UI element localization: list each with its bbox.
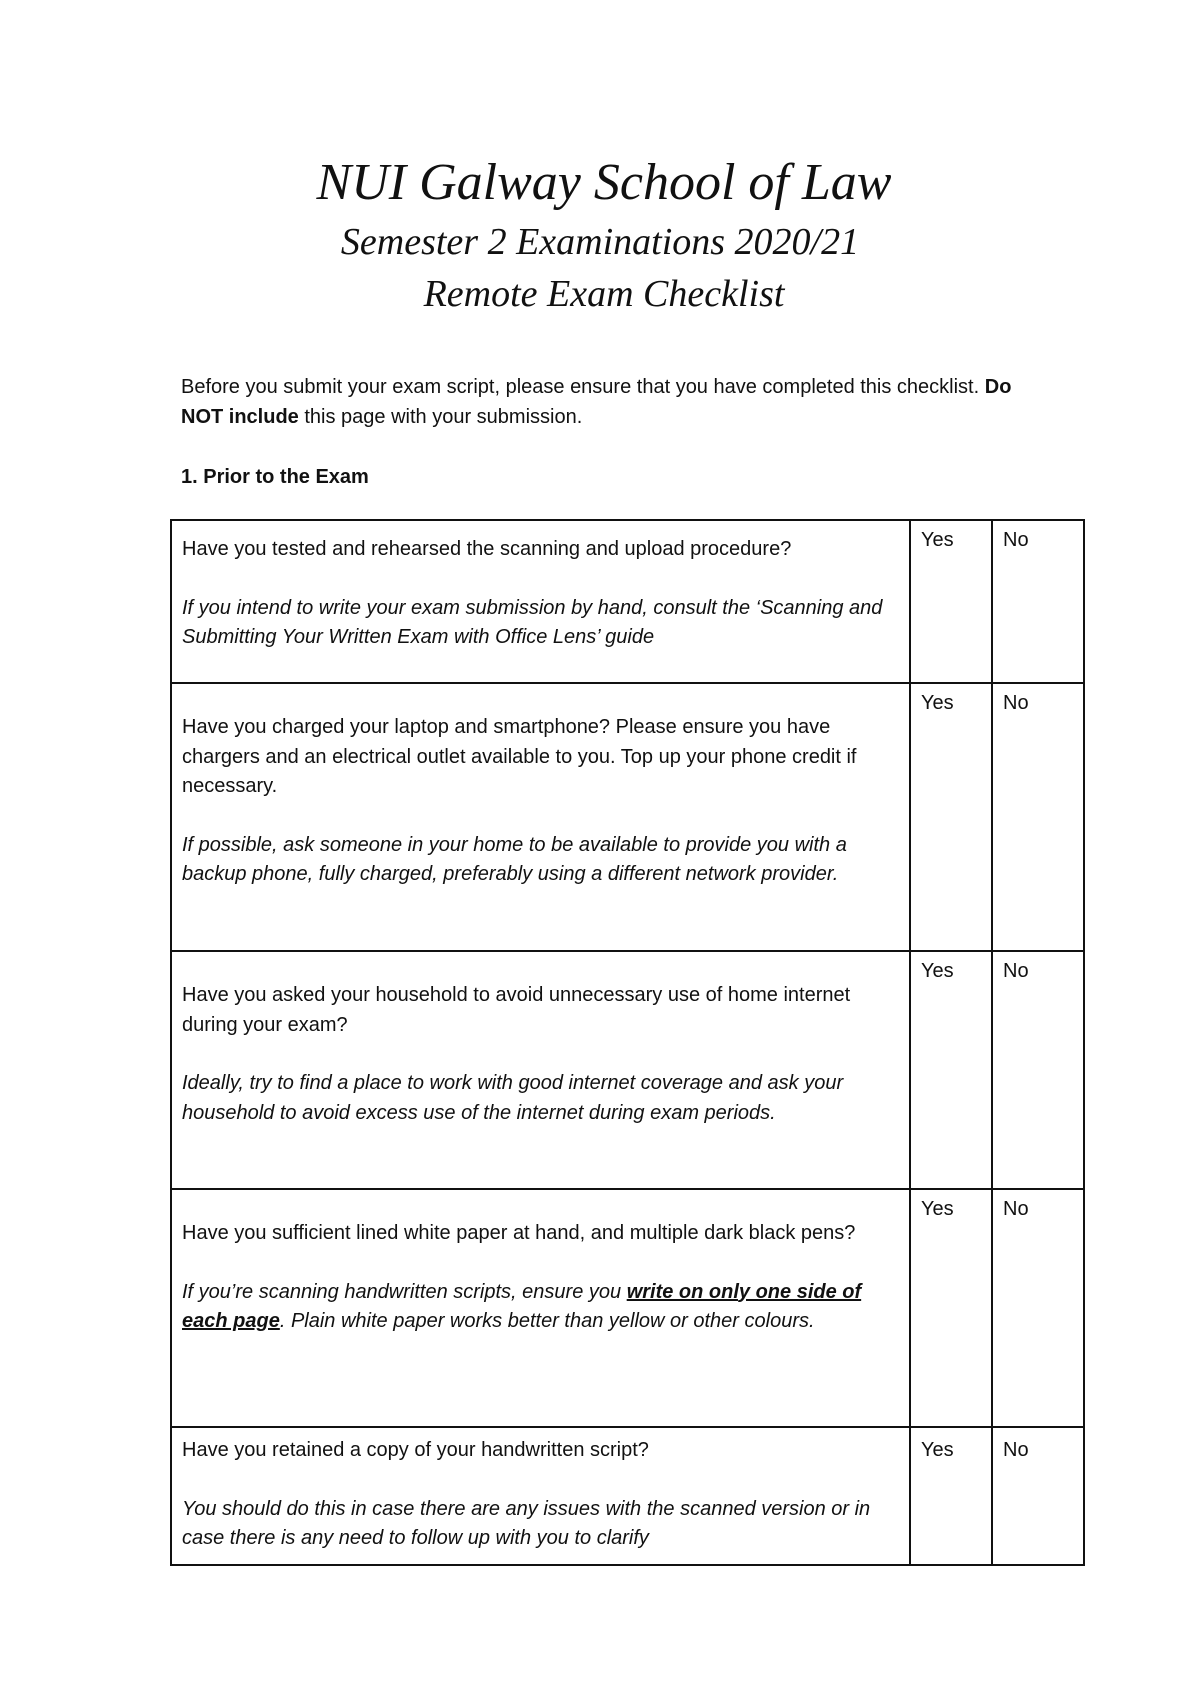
question-cell xyxy=(171,951,910,1189)
question-text: Have you sufficient lined white paper at hand, and multiple dark black pens? xyxy=(182,1222,856,1244)
intro-bold-text: Do NOT include xyxy=(181,376,1012,428)
checklist-title: Remote Exam Checklist xyxy=(423,273,785,315)
note-emphasis: write on only one side of each page xyxy=(182,1280,862,1332)
question-text: Have you retained a copy of your handwritten script? xyxy=(182,1439,649,1461)
no-option[interactable]: No xyxy=(992,1189,1084,1427)
checklist-row xyxy=(171,520,1084,683)
question-note: Ideally, try to find a place to work with good internet coverage and ask your household to avoid excess use of the internet during exam periods. xyxy=(182,1072,844,1124)
checklist-row xyxy=(171,1427,1084,1565)
document-subtitle: Semester 2 Examinations 2020/21 xyxy=(340,221,860,263)
question-note: You should do this in case there are any issues with the scanned version or in case there is any need to follow up with you to clarify xyxy=(182,1497,871,1549)
question-cell xyxy=(171,1189,910,1427)
checklist-row xyxy=(171,1189,1084,1427)
question-text: Have you charged your laptop and smartphone? Please ensure you have chargers and an electrical outlet available to you. Top up your phone credit if necessary. xyxy=(182,716,857,797)
section-heading: 1. Prior to the Exam xyxy=(181,466,369,488)
question-note: If possible, ask someone in your home to be available to provide you with a backup phone, fully charged, preferably using a different network provider. xyxy=(182,833,847,885)
yes-option[interactable]: Yes xyxy=(910,683,992,951)
no-option[interactable]: No xyxy=(992,520,1084,683)
yes-option[interactable]: Yes xyxy=(910,520,992,683)
checklist-row xyxy=(171,683,1084,951)
note-text-end: . Plain white paper works better than yellow or other colours. xyxy=(279,1310,815,1332)
yes-option[interactable]: Yes xyxy=(910,1427,992,1565)
question-cell xyxy=(171,1427,910,1565)
question-note: If you intend to write your exam submission by hand, consult the ‘Scanning and Submitting Your Written Exam with Office Lens’ guide xyxy=(182,596,883,648)
note-text-start: If you’re scanning handwritten scripts, ensure you xyxy=(182,1280,622,1303)
checklist-row xyxy=(171,951,1084,1189)
question-cell xyxy=(171,520,910,683)
question-cell xyxy=(171,683,910,951)
yes-option[interactable]: Yes xyxy=(910,1189,992,1427)
document-title: NUI Galway School of Law xyxy=(316,154,892,211)
intro-text-end: this page with your submission. xyxy=(304,406,583,428)
question-note xyxy=(182,1278,899,1337)
no-option[interactable]: No xyxy=(992,683,1084,951)
no-option[interactable]: No xyxy=(992,951,1084,1189)
title-block xyxy=(0,152,1200,318)
no-option[interactable]: No xyxy=(992,1427,1084,1565)
yes-option[interactable]: Yes xyxy=(910,951,992,1189)
intro-text: Before you submit your exam script, please ensure that you have completed this checklist. xyxy=(181,376,980,398)
checklist-table xyxy=(170,519,1085,1566)
intro-paragraph xyxy=(181,372,1031,432)
question-text: Have you asked your household to avoid unnecessary use of home internet during your exam? xyxy=(182,984,851,1036)
question-text: Have you tested and rehearsed the scanning and upload procedure? xyxy=(182,538,792,560)
